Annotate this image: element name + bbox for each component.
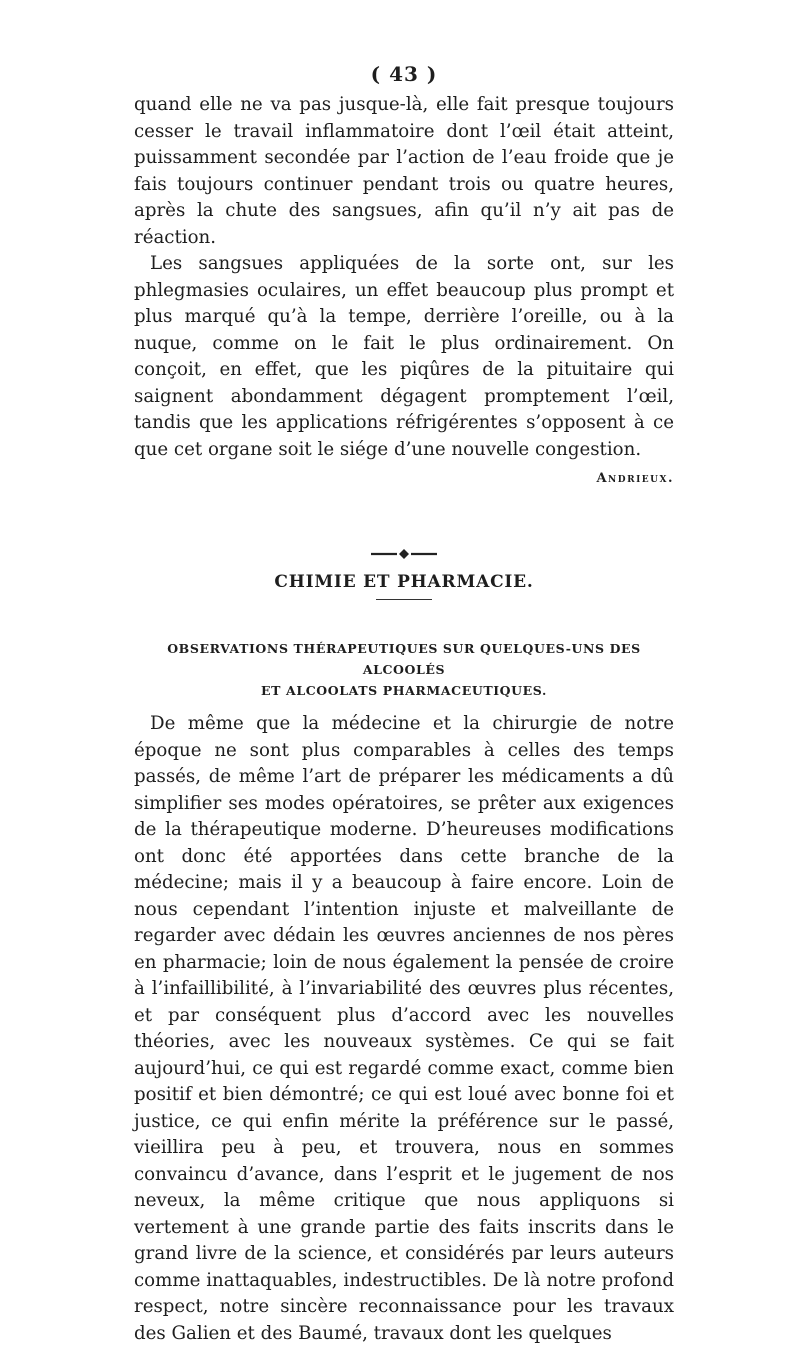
author-signature: Andrieux. — [596, 471, 674, 486]
section-title: CHIMIE ET PHARMACIE. — [274, 572, 534, 592]
ornamental-separator — [369, 547, 439, 561]
article-title — [134, 638, 674, 701]
article-title-line-1: OBSERVATIONS THÉRAPEUTIQUES SUR QUELQUES-UNS DES ALCOOLÉS — [167, 641, 641, 677]
article-title-line-2: ET ALCOOLATS PHARMACEUTIQUES. — [261, 683, 547, 698]
page-number: ( 43 ) — [370, 62, 438, 86]
section-title-rule — [376, 599, 432, 600]
book-page — [134, 62, 674, 1347]
article-paragraph: De même que la médecine et la chirurgie de notre époque ne sont plus comparables à celles des temps passés, de même l’art de préparer les médicaments a dû simplifier ses modes opératoires, se prêter aux exigences de la thérapeutique moderne. D’heureuses modifications ont donc été apportées dans cette branche de la médecine; mais il y a beaucoup à faire encore. Loin de nous cependant l’intention injuste et malveillante de regarder avec dédain les œuvres anciennes de nos pères en pharmacie; loin de nous également la pensée de croire à l’infaillibilité, à l’invariabilité des œuvres plus récentes, et par conséquent plus d’accord avec les nouvelles théories, avec les nouveaux systèmes. Ce qui se fait aujourd’hui, ce qui est regardé comme exact, comme bien positif et bien démontré; ce qui est loué avec bonne foi et justice, ce qui enfin mérite la préférence sur le passé, vieillira peu à peu, et trouvera, nous en sommes convaincu d’avance, dans l’esprit et le jugement de nos neveux, la même critique que nous appliquons si vertement à une grande partie des faits inscrits dans le grand livre de la science, et considérés par leurs auteurs comme inattaquables, indestructibles. De là notre profond respect, notre sincère reconnaissance pour les travaux des Galien et des Baumé, travaux dont les quelques — [134, 713, 674, 1344]
sangsues-paragraph: Les sangsues appliquées de la sorte ont, sur les phlegmasies oculaires, un effet beaucoup plus prompt et plus marqué qu’à la tempe, derrière l’oreille, ou à la nuque, comme on le fait le plus ordinairement. On conçoit, en effet, que les piqûres de la pituitaire qui saignent abondamment dégagent promptement l’œil, tandis que les applications réfrigérentes s’opposent à ce que cet organe soit le siége d’une nouvelle congestion. — [134, 253, 674, 460]
continuation-paragraph: quand elle ne va pas jusque-là, elle fait presque toujours cesser le travail inflammatoire dont l’œil était atteint, puissamment secondée par l’action de l’eau froide que je fais toujours continuer pendant trois ou quatre heures, après la chute des sangsues, afin qu’il n’y ait pas de réaction. — [134, 94, 674, 248]
